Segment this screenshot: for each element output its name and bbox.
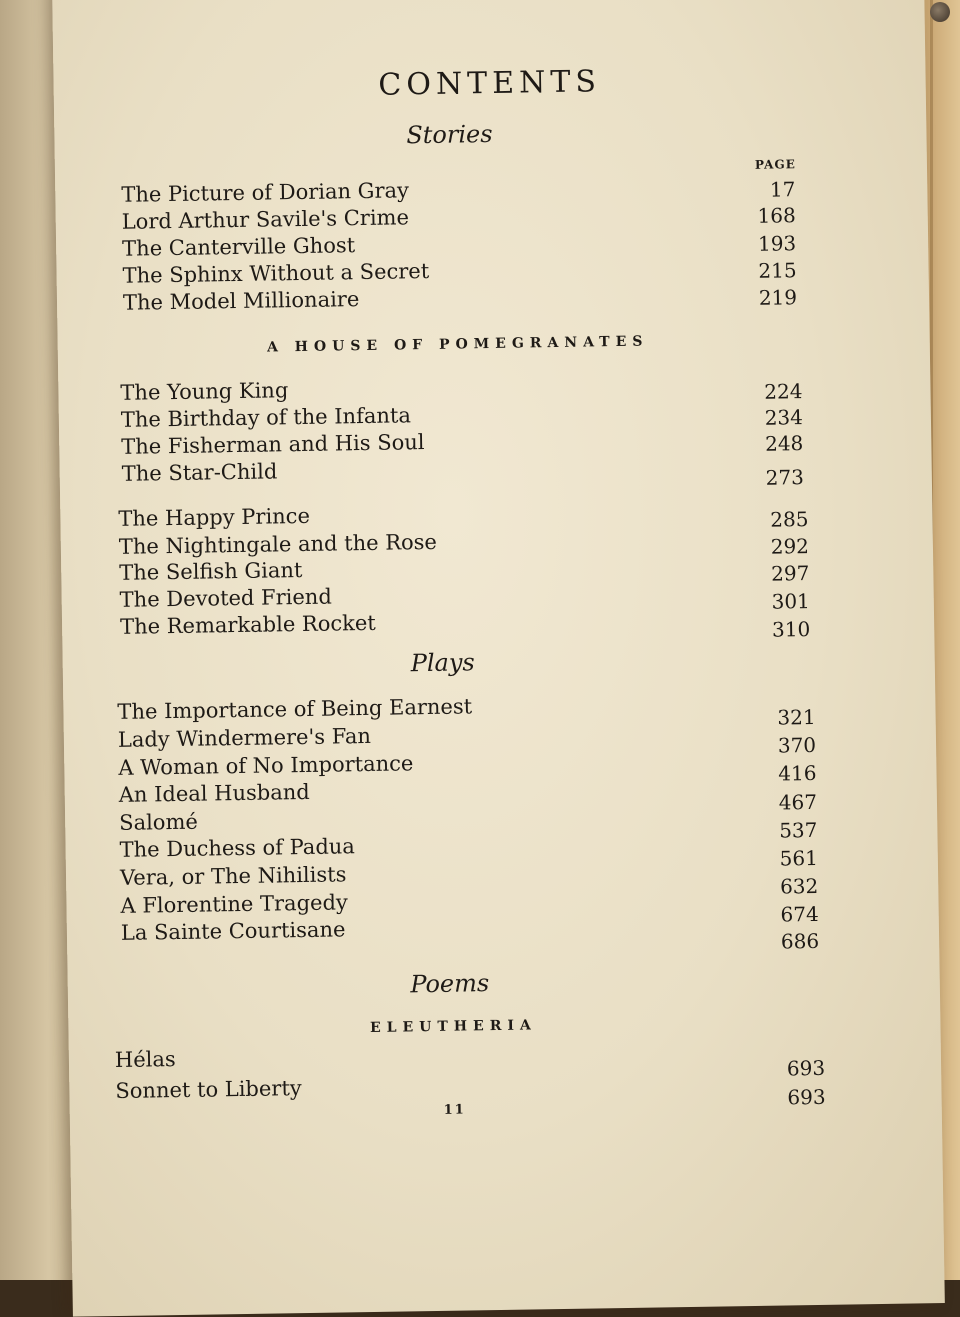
toc-entry-title: The Selfish Giant [119,557,303,585]
toc-entry-title: Salomé [119,809,198,835]
toc-entry-title: The Canterville Ghost [121,233,356,261]
toc-entry-title: The Happy Prince [118,503,311,531]
toc-entry-title: Hélas [114,1047,176,1072]
toc-entry-title: The Remarkable Rocket [119,610,376,639]
toc-entry-page: 561 [779,845,819,871]
toc-entry-title: A Florentine Tragedy [120,890,348,918]
section-title-plays: Plays [410,648,475,678]
toc-entry-page: 273 [765,465,805,490]
toc-entry-title: Lady Windermere's Fan [117,723,372,752]
toc-entry-title: The Importance of Being Earnest [117,694,473,724]
toc-entry-page: 686 [780,928,820,954]
toc-entry-page: 693 [786,1055,826,1081]
toc-entry-page: 310 [771,617,811,642]
toc-entry-title: Lord Arthur Savile's Crime [121,205,410,234]
toc-entry-title: The Birthday of the Infanta [120,403,412,432]
toc-entry-page: 168 [757,203,796,228]
toc-entry-page: 632 [779,873,819,899]
page-column-label: PAGE [754,157,796,172]
toc-entry-title: The Sphinx Without a Secret [122,258,430,288]
toc-entry-title: The Duchess of Padua [119,834,356,862]
toc-entry-page: 467 [778,789,818,815]
toc-entry-page: 234 [764,405,804,430]
toc-entry-page: 285 [770,507,809,532]
subsection-title-pomegranates: A HOUSE OF POMEGRANATES [266,333,649,356]
book-page [52,0,945,1317]
toc-entry-page: 321 [777,704,816,730]
toc-entry-page: 219 [758,285,798,310]
toc-entry-page: 674 [780,901,819,927]
section-title-poems: Poems [410,969,490,999]
toc-entry-page: 248 [764,431,804,456]
toc-entry-title: Sonnet to Liberty [115,1076,302,1103]
toc-entry-page: 370 [777,732,817,758]
toc-entry-page: 301 [771,589,810,614]
toc-entry-page: 537 [779,817,818,843]
toc-entry-title: A Woman of No Importance [118,751,414,780]
toc-entry-page: 693 [787,1084,826,1110]
toc-entry-title: The Devoted Friend [119,584,332,612]
screw-head [930,2,950,22]
page-number: 11 [443,1102,466,1118]
toc-entry-page: 193 [757,231,797,256]
section-title-stories: Stories [406,119,493,150]
toc-entry-page: 215 [758,258,797,283]
contents-heading: CONTENTS [378,64,602,103]
toc-entry-title: The Picture of Dorian Gray [121,178,410,207]
toc-entry-title: The Fisherman and His Soul [121,430,425,459]
toc-entry-page: 416 [778,760,817,786]
toc-entry-page: 292 [770,534,810,559]
toc-entry-title: Vera, or The Nihilists [119,862,347,890]
toc-entry-page: 17 [769,177,796,202]
toc-entry-title: An Ideal Husband [118,779,310,807]
toc-entry-title: The Young King [120,378,289,405]
subsection-title-eleutheria: ELEUTHERIA [369,1017,537,1036]
toc-entry-page: 297 [770,561,810,586]
toc-entry-title: The Nightingale and the Rose [118,529,438,559]
toc-entry-title: The Model Millionaire [122,287,360,315]
toc-entry-title: The Star-Child [121,459,278,486]
toc-entry-page: 224 [764,379,803,404]
toc-entry-title: La Sainte Courtisane [120,917,346,945]
